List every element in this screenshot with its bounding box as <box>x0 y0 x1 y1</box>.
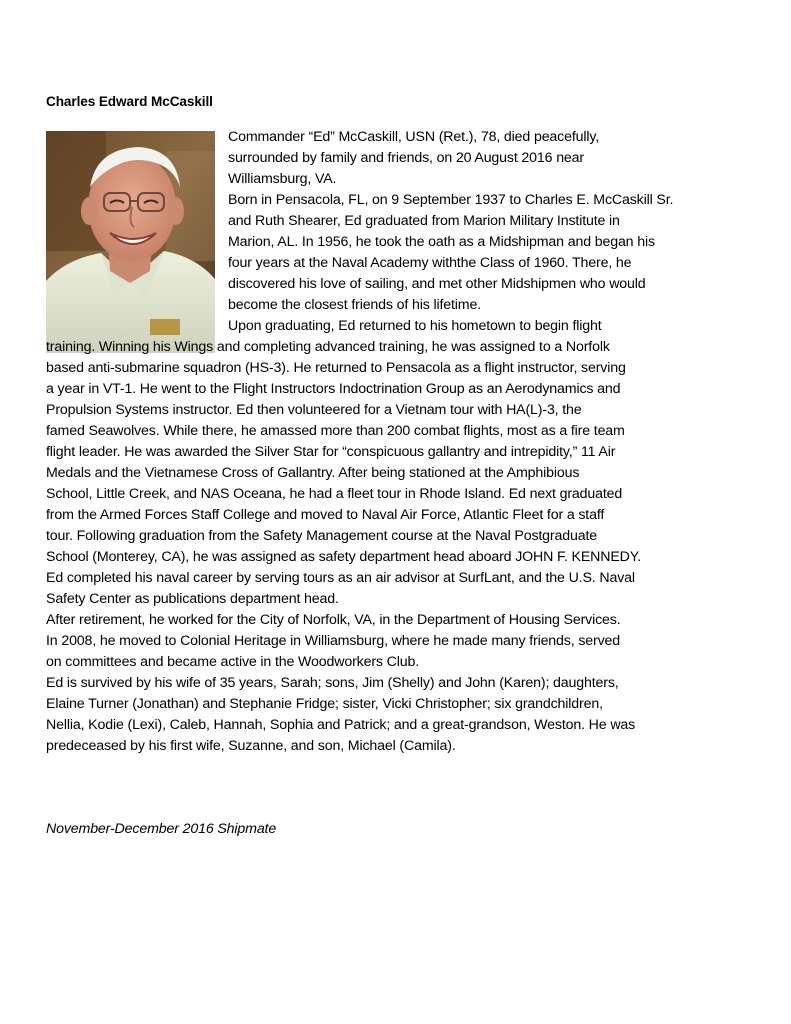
source-citation: November-December 2016 Shipmate <box>46 821 277 837</box>
obituary-body <box>46 127 762 757</box>
survivors-paragraph: Ed is survived by his wife of 35 years, Sarah; sons, Jim (Shelly) and John (Karen); daughters, Elaine Turner (Jonathan) and Stephanie Fridge; sister, Vicki Christopher; six grandchildren, Nellia, Kodie (Lexi), Caleb, Hannah, Sophia and Patrick; and a great-grandson, Weston. He was predeceased by his first wife, Suzanne, and son, Michael (Camila). <box>46 675 636 754</box>
retirement-paragraph: After retirement, he worked for the City of Norfolk, VA, in the Department of Housing Services. In 2008, he moved to Colonial Heritage in Williamsburg, where he made many friends, served on committees and became active in the Woodworkers Club. <box>46 612 621 670</box>
intro-paragraph: Commander “Ed” McCaskill, USN (Ret.), 78, died peacefully, surrounded by family and friends, on 20 August 2016 near Williamsburg, VA. Born in Pensacola, FL, on 9 September 1937 to Charles E. McCaskill Sr. and Ruth Shearer, Ed graduated from Marion Military Institute in Marion, AL. In 1956, he took the oath as a Midshipman and began his four years at the Naval Academy withthe Class of 1960. There, he discovered his love of sailing, and met other Midshipmen who would become the closest friends of his lifetime. Upon graduating, Ed returned to his hometown to begin flight <box>228 129 674 334</box>
career-paragraph: training. Winning his Wings and completing advanced training, he was assigned to a Norfolk based anti-submarine squadron (HS-3). He returned to Pensacola as a flight instructor, serving a year in VT-1. He went to the Flight Instructors Indoctrination Group as an Aerodynamics and Propulsion Systems instructor. Ed then volunteered for a Vietnam tour with HA(L)-3, the famed Seawolves. While there, he amassed more than 200 combat flights, most as a fire team flight leader. He was awarded the Silver Star for “conspicuous gallantry and intrepidity,” 11 Air Medals and the Vietnamese Cross of Gallantry. After being stationed at the Amphibious School, Little Creek, and NAS Oceana, he had a fleet tour in Rhode Island. Ed next graduated from the Armed Forces Staff College and moved to Naval Air Force, Atlantic Fleet for a staff tour. Following graduation from the Safety Management course at the Naval Postgraduate School (Monterey, CA), he was assigned as safety department head aboard JOHN F. KENNEDY. Ed completed his naval career by serving tours as an air advisor at SurfLant, and the U.S. Naval Safety Center as publications department head. <box>46 339 642 607</box>
page-title: Charles Edward McCaskill <box>46 94 213 109</box>
